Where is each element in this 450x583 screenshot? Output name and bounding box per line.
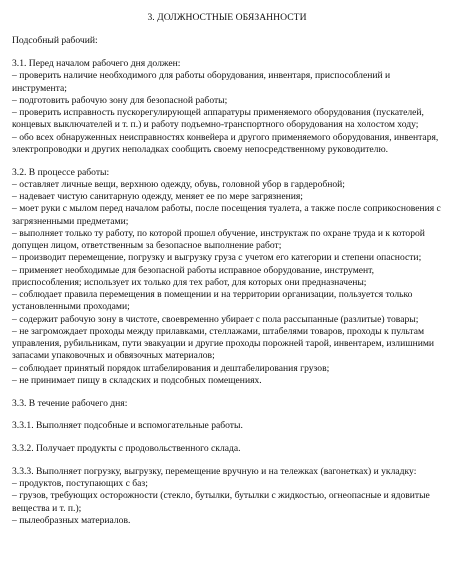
section-3-3-3-item: – пылеобразных материалов. (12, 514, 131, 526)
section-3-1-item: – проверить наличие необходимого для работы оборудования, инвентаря, приспособлений и инструмента; (12, 70, 391, 94)
section-3-1-heading: 3.1. Перед началом рабочего дня должен: (12, 58, 181, 69)
section-3-2-heading: 3.2. В процессе работы: (12, 166, 110, 178)
section-3-1-item: – обо всех обнаруженных неисправностях конвейера и другого применяемого оборудования, инвентаря, электропроводки и других неполадках сообщить своему непосредственному руководителю. (12, 131, 439, 155)
section-3-2-item: – моет руки с мылом перед началом работы, после посещения туалета, а также после соприкосновения с загрязненными предметами; (12, 203, 441, 227)
section-3-3-3 (12, 466, 442, 527)
section-3-2-item: – содержит рабочую зону в чистоте, своевременно убирает с пола рассыпанные (разлитые) товары; (12, 313, 419, 325)
section-3-3-3-item: – грузов, требующих осторожности (стекло, бутылки, бутылки с жидкостью, огнеопасные и ядовитые вещества и т. п.); (12, 490, 430, 514)
role-heading: Подсобный рабочий: (12, 35, 98, 47)
section-3-2 (12, 167, 442, 388)
section-3-3-1: 3.3.1. Выполняет подсобные и вспомогательные работы. (12, 420, 243, 432)
section-3-2-item: – оставляет личные вещи, верхнюю одежду, обувь, головной убор в гардеробной; (12, 178, 345, 190)
section-3-3-heading: 3.3. В течение рабочего дня: (12, 397, 128, 409)
section-3-2-item: – применяет необходимые для безопасной работы исправное оборудование, инструмент, приспособления; использует их только для тех работ, для которых они предназначены; (12, 264, 375, 288)
section-3-2-item: – выполняет только ту работу, по которой прошел обучение, инструктаж по охране труда и к которой допущен лицом, ответственным за безопасное выполнение работ; (12, 227, 425, 251)
section-3-2-item: – производит перемещение, погрузку и выгрузку груза с учетом его категории и степени опасности; (12, 252, 422, 264)
section-3-2-item: – не загромождает проходы между прилавками, стеллажами, штабелями товаров, проходы к пультам управления, рубильникам, пути эвакуации и другие проходы порожней тарой, инвентарем, излишними запасами упаковочных и обвязочных материалов; (12, 325, 435, 362)
document-title: 3. ДОЛЖНОСТНЫЕ ОБЯЗАННОСТИ (147, 12, 307, 23)
section-3-2-item: – соблюдает принятый порядок штабелирования и дештабелирования грузов; (12, 362, 330, 374)
section-3-3-3-heading: 3.3.3. Выполняет погрузку, выгрузку, перемещение вручную и на тележках (вагонетках) и укладку: (12, 465, 417, 477)
document-page (12, 0, 442, 527)
section-3-2-item: – надевает чистую санитарную одежду, меняет ее по мере загрязнения; (12, 191, 303, 202)
section-3-3-3-item: – продуктов, поступающих с баз; (12, 478, 148, 489)
section-3-3-2: 3.3.2. Получает продукты с продовольственного склада. (12, 443, 241, 454)
section-3-1-item: – проверить исправность пускорегулирующей аппаратуры применяемого оборудования (пускателей, концевых выключателей и т. п.) и работу подъемно-транспортного оборудования на холостом ходу; (12, 107, 424, 131)
section-3-2-item: – соблюдает правила перемещения в помещении и на территории организации, пользуется только установленными проходами; (12, 289, 413, 313)
section-3-1 (12, 58, 442, 156)
section-3-2-item: – не принимает пищу в складских и подсобных помещениях. (12, 374, 262, 386)
section-3-1-item: – подготовить рабочую зону для безопасной работы; (12, 94, 228, 106)
